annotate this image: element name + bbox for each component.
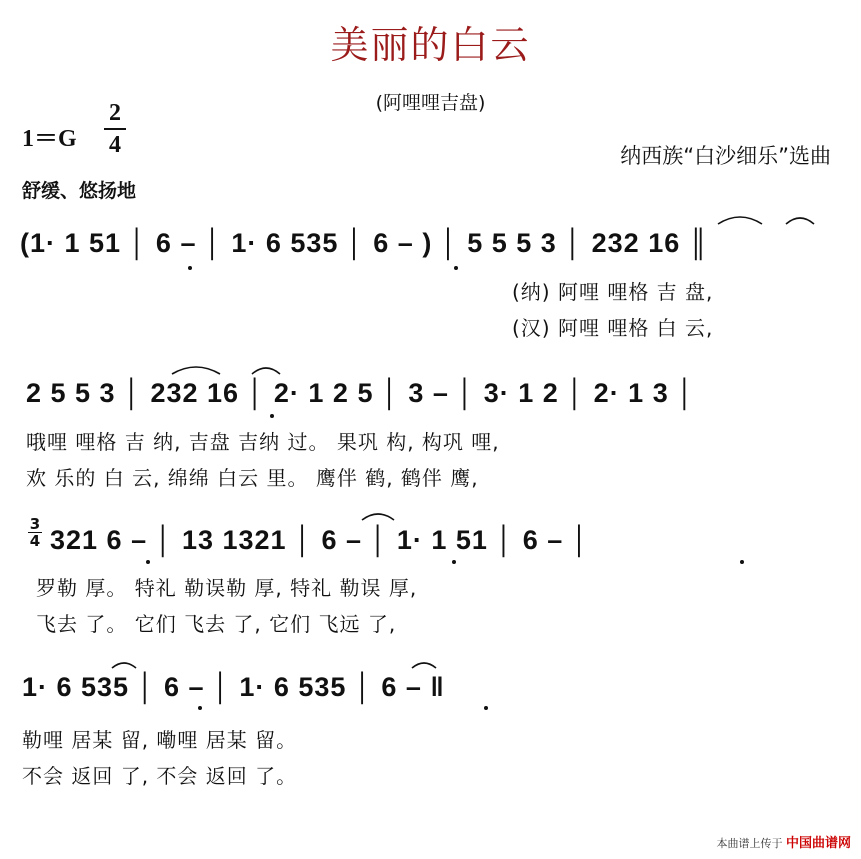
slur-mark — [362, 514, 394, 520]
system4-lyrics-na: 勒哩 居某 留, 嘞哩 居某 留。 — [22, 728, 298, 752]
dot-mark — [188, 266, 192, 270]
system2-notes: 2 5 5 3 │ 232 16 │ 2· 1 2 5 │ 3 – │ 3· 1 2 │ 2· 1 3 │ — [26, 378, 696, 408]
key-signature: 1＝G — [22, 126, 77, 152]
song-title: 美丽的白云 — [330, 23, 531, 67]
dot-mark — [740, 560, 744, 564]
dot-mark — [454, 266, 458, 270]
meter-top: 2 — [109, 100, 121, 126]
meter-change-bottom: 4 — [29, 532, 41, 550]
footer-prefix: 本曲谱上传于 — [716, 837, 783, 850]
system2-lyrics-han: 欢 乐的 白 云, 绵绵 白云 里。 鹰伴 鹤, 鹤伴 鹰, — [26, 466, 479, 490]
system1-notes: (1· 1 51 │ 6 – │ 1· 6 535 │ 6 – ) │ 5 5 5 3 │ 232 16 ║ — [20, 228, 709, 258]
dot-mark — [484, 706, 488, 710]
meter-change-top: 3 — [29, 515, 41, 533]
slur-mark — [112, 663, 136, 668]
tempo-marking: 舒缓、悠扬地 — [22, 180, 137, 202]
footer-credit — [716, 832, 851, 851]
source-credit: 纳西族“白沙细乐”选曲 — [620, 144, 831, 168]
slur-mark — [252, 368, 280, 374]
system3-lyrics-na: 罗勒 厚。 特礼 勒误勒 厚, 特礼 勒误 厚, — [36, 576, 418, 600]
song-subtitle: (阿哩哩吉盘) — [375, 92, 486, 114]
dot-mark — [452, 560, 456, 564]
meter-bottom: 4 — [109, 132, 121, 158]
system3-notes: 321 6 – │ 13 1321 │ 6 – │ 1· 1 51 │ 6 – │ — [50, 525, 590, 555]
system2-lyrics-na: 哦哩 哩格 吉 纳, 吉盘 吉纳 过。 果巩 构, 构巩 哩, — [26, 430, 500, 454]
system4-notes: 1· 6 535 │ 6 – │ 1· 6 535 │ 6 – ‖ — [22, 672, 445, 702]
system1-lyrics-han: (汉) 阿哩 哩格 白 云, — [512, 316, 714, 340]
footer-site: 中国曲谱网 — [785, 836, 851, 851]
system3-lyrics-han: 飞去 了。 它们 飞去 了, 它们 飞远 了, — [36, 612, 397, 636]
slur-mark — [786, 218, 814, 224]
slur-mark — [412, 663, 436, 668]
slur-mark — [172, 367, 220, 374]
dot-mark — [270, 414, 274, 418]
system4-lyrics-han: 不会 返回 了, 不会 返回 了。 — [22, 764, 298, 788]
dot-mark — [146, 560, 150, 564]
slur-mark — [718, 217, 762, 224]
system1-lyrics-na: (纳) 阿哩 哩格 吉 盘, — [512, 280, 714, 304]
dot-mark — [198, 706, 202, 710]
